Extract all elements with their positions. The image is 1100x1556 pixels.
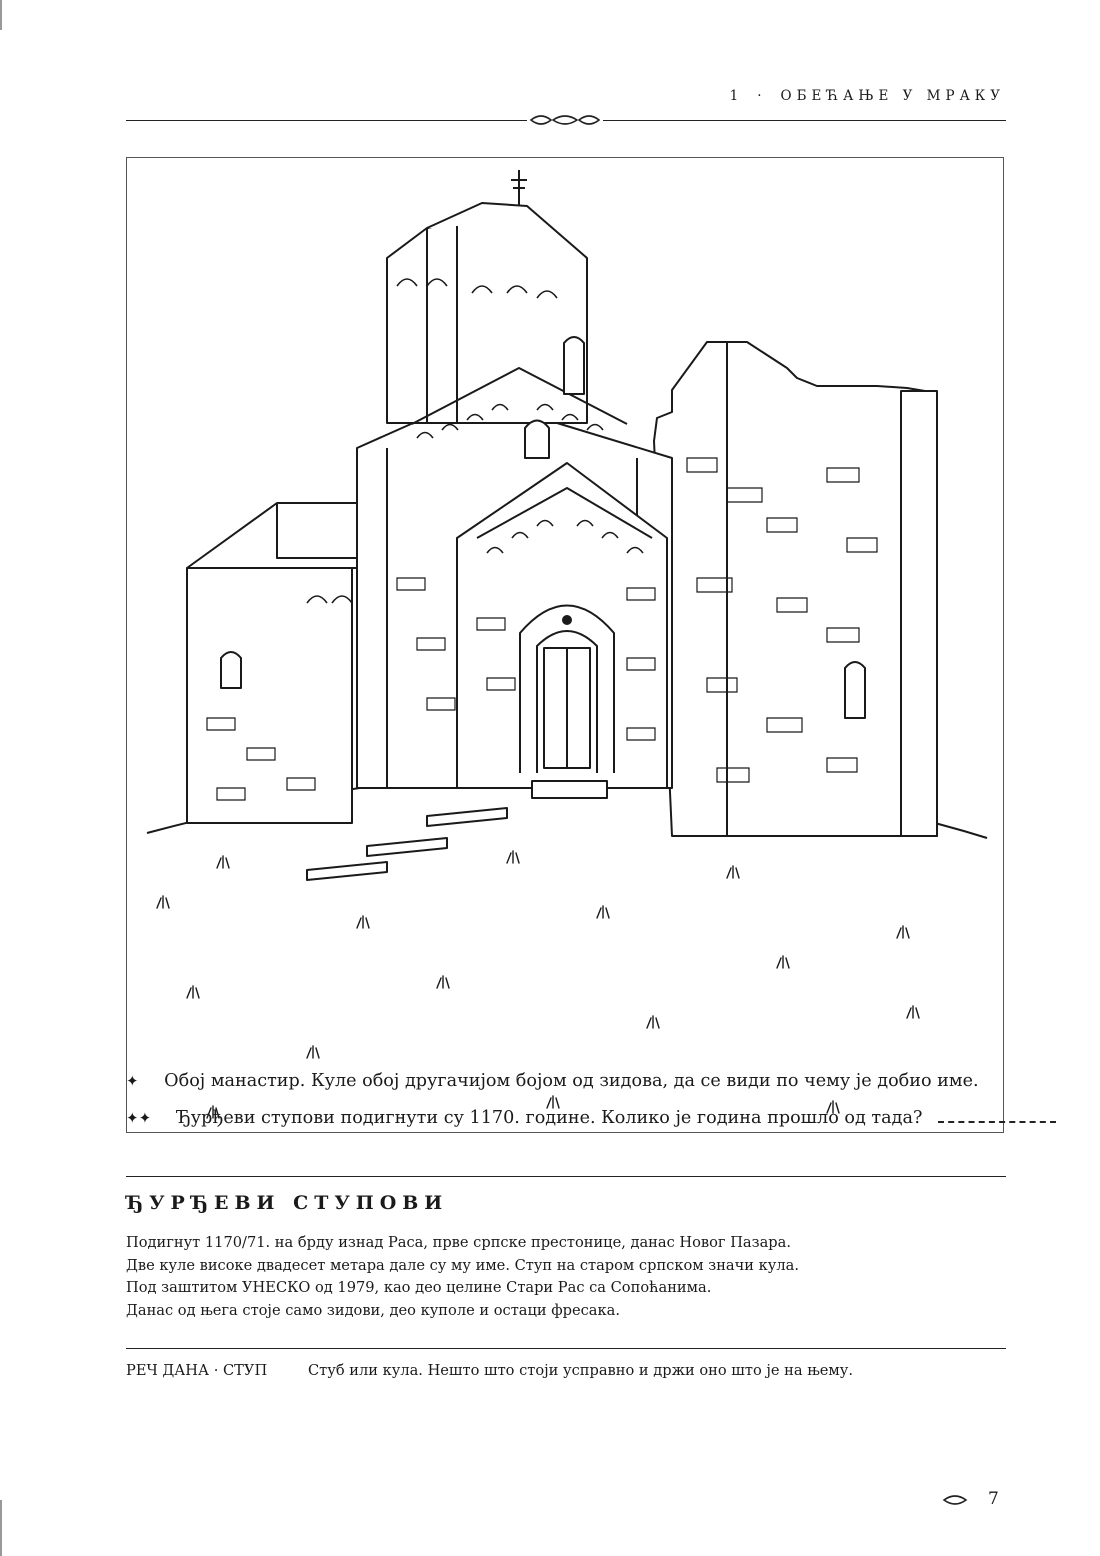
word-of-day (126, 1362, 1006, 1379)
task-two (126, 1107, 1056, 1128)
word-of-day-label: РЕЧ ДАНА · СТУП (126, 1362, 268, 1379)
info-line: Подигнут 1170/71. на брду изнад Раса, прве српске престонице, данас Новог Пазара. (126, 1234, 791, 1251)
answer-blank[interactable] (938, 1107, 1056, 1123)
double-star-icon: ✦✦ (126, 1109, 152, 1127)
leaf-ornament-icon (942, 1493, 968, 1507)
info-top-rule (126, 1176, 1006, 1177)
info-line: Под заштитом УНЕСКО од 1979, као део целине Стари Рас са Сопоћанима. (126, 1279, 712, 1296)
task-two-text: Ђурђеви ступови подигнути су 1170. године. Колико је година прошло од тада? (176, 1108, 923, 1128)
ornament-icon (527, 111, 603, 129)
running-head (126, 88, 1005, 104)
monastery-drawing (127, 158, 1004, 1133)
crop-mark (0, 1500, 2, 1556)
info-body (126, 1232, 986, 1322)
info-line: Две куле високе двадесет метара дале су му име. Ступ на старом српском значи кула. (126, 1256, 799, 1274)
crop-mark (0, 0, 2, 30)
task-one-text: Обој манастир. Куле обој другачијом бојом од зидова, да се види по чему је добио име. (164, 1071, 979, 1091)
word-of-day-definition: Стуб или кула. Нешто што стоји усправно и држи оно што је на њему. (308, 1362, 854, 1379)
page-footer (942, 1489, 999, 1509)
chapter-title: ОБЕЋАЊЕ У МРАКУ (780, 88, 1005, 104)
running-head-separator: · (757, 88, 767, 104)
info-line: Данас од њега стоје само зидови, део куполе и остаци фресака. (126, 1301, 620, 1319)
star-icon: ✦ (126, 1072, 139, 1090)
info-title: ЂУРЂЕВИ СТУПОВИ (126, 1192, 449, 1214)
chapter-number: 1 (729, 88, 744, 104)
info-bottom-rule (126, 1348, 1006, 1349)
task-one (126, 1071, 979, 1091)
page-number: 7 (988, 1489, 999, 1509)
illustration-frame (126, 157, 1004, 1133)
